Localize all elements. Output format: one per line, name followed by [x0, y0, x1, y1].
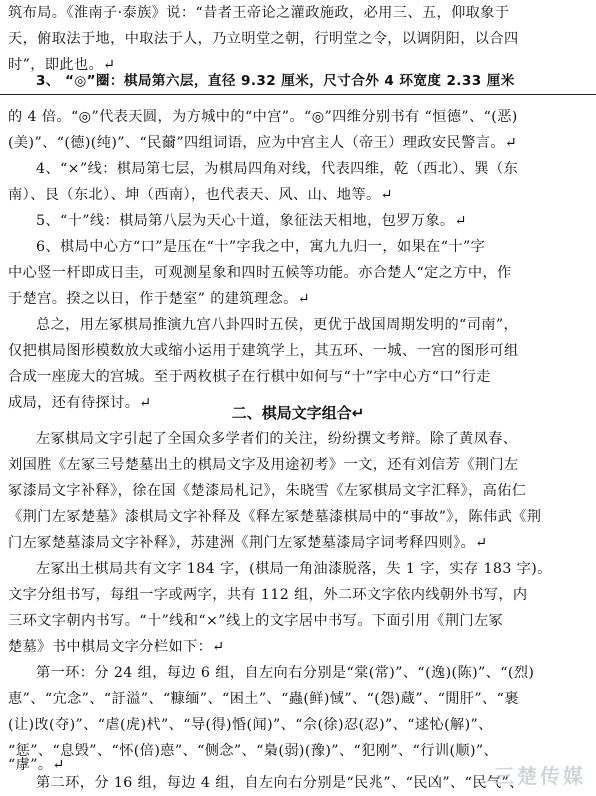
section-5-line: 5、“十”线：棋局第八层为天心十道，象征法天相地，包罗万象。↵: [36, 213, 467, 229]
text-line: “虖”。↵: [8, 757, 65, 773]
text-line: (让)攺(夺)”、“虐(虎)杙”、“导(得)惛(闻)”、“佘(徐)忍(忍)”、“逑㤈(解)”、: [8, 717, 493, 733]
text-line: 楚墓》书中棋局文字分栏如下：↵: [8, 639, 225, 655]
text-line: 《荆门左冢楚墓》漆棋局文字补释及《释左冢楚墓漆棋局中的“事故”》，陈伟武《荆: [8, 509, 542, 525]
text-line: (美)”、“(德)(纯)”、“民薾”四组词语，应为中宫主人（帝王）理政安民警言。↵: [8, 135, 518, 151]
text-line: 的 4 倍。“◎”代表天圆，为方城中的“中宫”。“◎”四维分别书有 “恒德”、“(恶): [8, 109, 518, 125]
text-line: 恵”、“宂念”、“訏溢”、“糠缅”、“困土”、“蟲(鲜)惐”、“(怨)蔵”、“閒肝”、“裹: [8, 691, 519, 707]
text-line: 成局，还有待探讨。↵: [8, 395, 152, 411]
ring-2-line: 第二环，分 16 组，每边 4 组，自左向右分别是“民兆”、“民凶”、“民气”、: [36, 775, 524, 791]
text-line: 门左冢楚墓漆局文字补释》，苏建洲《荆门左冢楚墓漆局字词考释四则》。↵: [8, 535, 488, 551]
ring-1-line: 第一环：分 24 组，每边 6 组，自左向右分别是“棠(常)”、“(逸)(陈)”、“(烈): [36, 665, 535, 681]
section-3-heading: 3、 “◎”圈：棋局第六层，直径 9.32 厘米，尺寸合外 4 环宽度 2.33 厘米: [36, 73, 515, 89]
watermark-logo: 三楚传媒: [494, 764, 586, 788]
text-line: 刘国胜《左冢三号楚墓出土的棋局文字及用途初考》一文，还有刘信芳《荆门左: [8, 457, 519, 473]
text-line: 三环文字朝内书写。“十”线和“×”线上的文字居中书写。下面引用《荆门左冢: [8, 613, 504, 629]
text-line: 于楚宫。揆之以日，作于楚室” 的建筑理念。↵: [8, 291, 311, 307]
text-line: 冢漆局文字补释》，徐在国《楚漆局札记》，朱晓雪《左冢棋局文字汇释》，高佑仁: [8, 483, 527, 499]
paragraph-line: 左冢棋局文字引起了全国众多学者们的关注，纷纷撰文考辩。除了黄凤春、: [36, 431, 518, 447]
text-line: 中心竖一杆即成日圭，可观测星象和四时五候等功能。亦合楚人“定之方中，作: [8, 265, 512, 281]
text-line: 文字分组书写，每组一字或两字，共有 112 组，外二环文字依内线朝外书写，内: [8, 587, 528, 603]
text-line: 南）、艮（东北）、坤（西南），也代表天、风、山、地等。↵: [8, 187, 393, 203]
section-6-line: 6、棋局中心方“口”是压在“十”字我之中，寓九九归一，如果在“十”字: [36, 239, 486, 255]
section-4-line: 4、“×”线：棋局第七层，为棋局四角对线，代表四维，乾（西北）、巽（东: [36, 161, 519, 177]
page-break-rule: [0, 94, 596, 95]
text-line: “惩”、“息毁”、“怀(倍)𢛳”、“侧念”、“梟(弱)(豫)”、“犯刚”、“行训(顺)”、: [8, 743, 499, 759]
paragraph-line: 左冢出土棋局共有文字 184 字，(棋局一角油漆脱落，失 1 字，实存 183 字)。: [36, 561, 552, 577]
section-heading: 二、棋局文字组合↵: [231, 404, 365, 422]
text-line: 仅把棋局图形模数放大或缩小运用于建筑学上，其五环、一城、一宫的图形可组: [8, 343, 519, 359]
text-line: 合成一座庞大的宫城。至于两枚棋子在行棋中如何与“十”字中心方“口”行走: [8, 369, 491, 385]
text-line: 筑布局。《淮南子·泰族》说：“昔者王帝论之灌政施政，必用三、五，仰取象于: [8, 5, 510, 21]
text-line: 时”，即此也。↵: [8, 57, 116, 73]
text-line: 天，俯取法于地，中取法于人，乃立明堂之朝，行明堂之令，以调阴阳，以合四: [8, 31, 519, 47]
summary-line: 总之，用左冢棋局推演九宫八卦四时五侯，更优于战国周期发明的“司南”，: [36, 317, 519, 333]
